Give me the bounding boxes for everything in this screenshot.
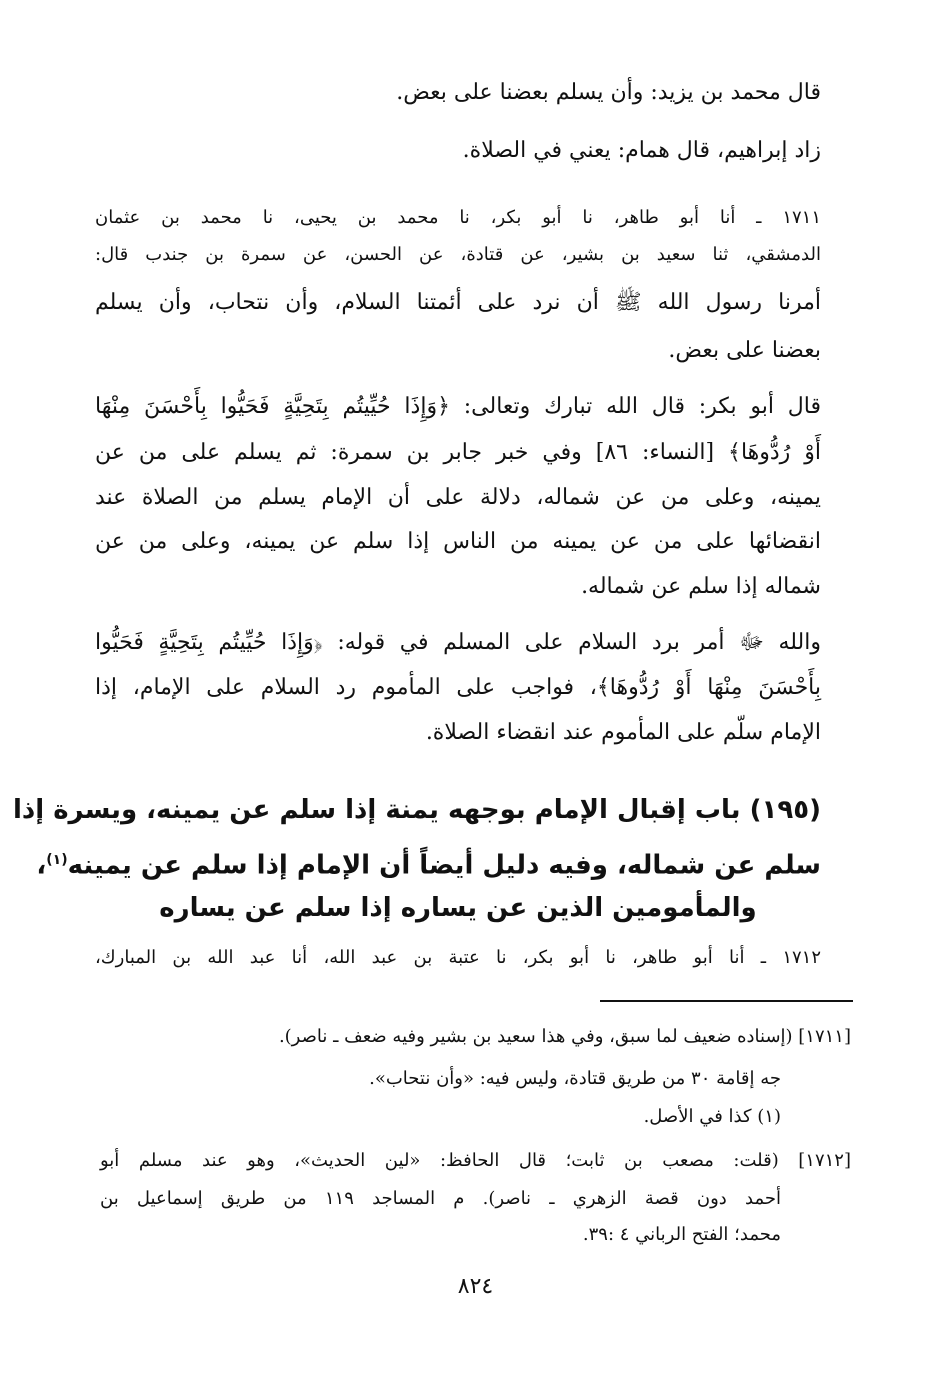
footnote-marker: (١) xyxy=(46,852,68,868)
hadith-1711-isnad-line: الدمشقي، ثنا سعيد بن بشير، عن قتادة، عن الحسن، عن سمرة بن جندب قال: xyxy=(95,244,821,265)
hadith-1711-matn-line: أمرنا رسول الله ﷺ أن نرد على أئمتنا السلام، وأن نتحاب، وأن يسلم xyxy=(95,290,821,315)
footnote-1712: [١٧١٢] (قلت: مصعب بن ثابت؛ قال الحافظ: «لين الحديث»، وهو عند مسلم أبو xyxy=(100,1150,851,1171)
text-line: زاد إبراهيم، قال همام: يعني في الصلاة. xyxy=(462,138,821,163)
footnote-1712: أحمد دون قصة الزهري ـ ناصر). م المساجد ١١٩ من طريق إسماعيل بن xyxy=(100,1188,781,1209)
footnote-separator xyxy=(600,1000,853,1002)
chapter-heading-line: (١٩٥) باب إقبال الإمام بوجهه يمنة إذا سلم عن يمينه، ويسرة إذا xyxy=(12,795,821,825)
footnote-1712: محمد؛ الفتح الرباني ٤ :٣٩. xyxy=(582,1224,781,1245)
footnote-1: (١) كذا في الأصل. xyxy=(643,1106,781,1127)
text-line: قال محمد بن يزيد: وأن يسلم بعضنا على بعض. xyxy=(396,80,821,105)
text-line: شماله إذا سلم عن شماله. xyxy=(581,574,821,599)
footnote-1711-ref: جه إقامة ٣٠ من طريق قتادة، وليس فيه: «وأن نتحاب». xyxy=(369,1068,781,1089)
footnote-1711: [١٧١١] (إسناده ضعيف لما سبق، وفي هذا سعيد بن بشير وفيه ضعف ـ ناصر). xyxy=(278,1026,851,1047)
chapter-heading-line: والمأمومين الذين عن يساره إذا سلم عن يساره xyxy=(159,893,757,923)
chapter-heading-text: سلم عن شماله، وفيه دليل أيضاً أن الإمام إذا سلم عن يمينه xyxy=(67,850,821,881)
hadith-1711-isnad-line: ١٧١١ ـ أنا أبو طاهر، نا أبو بكر، نا محمد بن يحيى، نا محمد بن عثمان xyxy=(95,207,821,228)
text-line: الإمام سلّم على المأموم عند انقضاء الصلاة. xyxy=(425,720,821,745)
chapter-heading-text: ، xyxy=(36,850,47,881)
page-number: ٨٢٤ xyxy=(457,1274,494,1299)
text-line: انقضائها على من عن يمينه من الناس إذا سلم عن يمينه، وعلى من عن xyxy=(95,529,821,554)
chapter-heading-line xyxy=(36,845,821,881)
text-line: والله ﷻ أمر برد السلام على المسلم في قوله: ﴿وَإِذَا حُيِّيتُم بِتَحِيَّةٍ فَحَيُّوا xyxy=(95,630,821,655)
text-line: قال أبو بكر: قال الله تبارك وتعالى: ﴿وَإِذَا حُيِّيتُم بِتَحِيَّةٍ فَحَيُّوا بِأَحْسَنَ مِنْهَا xyxy=(95,394,821,419)
hadith-1711-matn-line: بعضنا على بعض. xyxy=(668,338,821,363)
text-line: يمينه، وعلى من عن شماله، دلالة على أن الإمام يسلم من الصلاة عند xyxy=(95,485,821,510)
text-line: بِأَحْسَنَ مِنْهَا أَوْ رُدُّوهَا﴾، فواجب على المأموم رد السلام على الإمام، إذا xyxy=(95,675,821,700)
hadith-1712-line: ١٧١٢ ـ أنا أبو طاهر، نا أبو بكر، نا عتبة بن عبد الله، أنا عبد الله بن المبارك، xyxy=(95,947,821,968)
text-line: أَوْ رُدُّوهَا﴾ [النساء: ٨٦] وفي خبر جابر بن سمرة: ثم يسلم على من عن xyxy=(95,440,821,465)
